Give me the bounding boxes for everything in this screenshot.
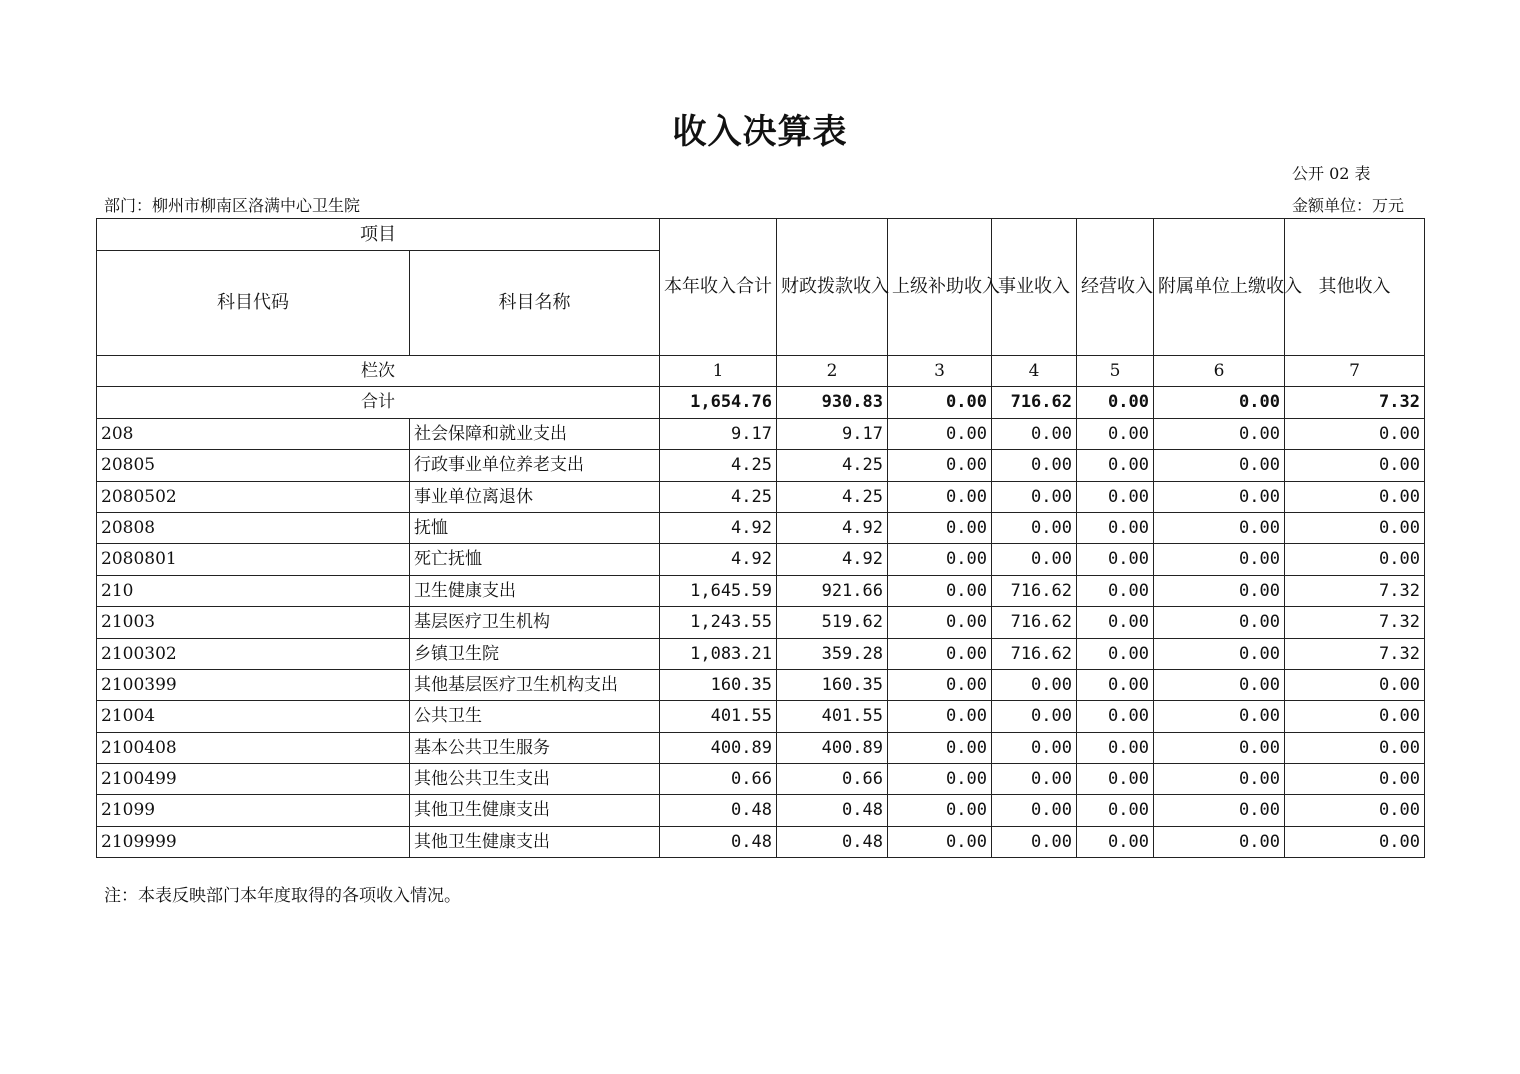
amount-cell: 519.62	[777, 607, 888, 638]
subject-code: 2109999	[97, 826, 410, 857]
amount-cell: 0.00	[1154, 701, 1285, 732]
amount-cell: 9.17	[660, 418, 777, 449]
subject-code: 208	[97, 418, 410, 449]
subject-name: 其他基层医疗卫生机构支出	[410, 669, 660, 700]
amount-cell: 0.00	[1154, 638, 1285, 669]
header-col-5: 经营收入	[1077, 219, 1154, 356]
subject-code: 21003	[97, 607, 410, 638]
amount-cell: 0.00	[1077, 701, 1154, 732]
header-col-6: 附属单位上缴收入	[1154, 219, 1285, 356]
amount-cell: 716.62	[992, 607, 1077, 638]
amount-cell: 0.00	[1077, 732, 1154, 763]
amount-cell: 0.00	[1154, 795, 1285, 826]
amount-cell: 0.00	[992, 669, 1077, 700]
amount-cell: 0.00	[888, 638, 992, 669]
total-value: 1,654.76	[660, 387, 777, 418]
table-row	[97, 669, 1425, 700]
table-row	[97, 638, 1425, 669]
amount-cell: 0.00	[1077, 826, 1154, 857]
amount-cell: 0.00	[1285, 701, 1425, 732]
subject-code: 20805	[97, 450, 410, 481]
amount-cell: 0.00	[1154, 575, 1285, 606]
table-row	[97, 732, 1425, 763]
subject-name: 行政事业单位养老支出	[410, 450, 660, 481]
header-project: 项目	[97, 219, 660, 251]
header-col-3: 上级补助收入	[888, 219, 992, 356]
header-name: 科目名称	[410, 251, 660, 356]
amount-cell: 0.00	[888, 826, 992, 857]
amount-cell: 0.48	[660, 795, 777, 826]
subject-code: 21099	[97, 795, 410, 826]
subject-code: 2100499	[97, 764, 410, 795]
amount-cell: 0.00	[992, 544, 1077, 575]
amount-cell: 0.00	[1077, 607, 1154, 638]
table-row	[97, 575, 1425, 606]
table-row	[97, 418, 1425, 449]
amount-cell: 0.00	[1154, 512, 1285, 543]
page-title: 收入决算表	[672, 112, 848, 152]
amount-cell: 4.25	[777, 481, 888, 512]
table-row	[97, 701, 1425, 732]
amount-cell: 0.00	[1154, 481, 1285, 512]
amount-cell: 0.66	[660, 764, 777, 795]
amount-cell: 0.00	[888, 701, 992, 732]
header-col-7: 其他收入	[1285, 219, 1425, 356]
amount-cell: 0.00	[1077, 795, 1154, 826]
subject-code: 2080801	[97, 544, 410, 575]
subject-name: 基层医疗卫生机构	[410, 607, 660, 638]
amount-cell: 0.00	[1285, 450, 1425, 481]
subject-code: 21004	[97, 701, 410, 732]
subject-code: 20808	[97, 512, 410, 543]
amount-cell: 0.00	[1154, 418, 1285, 449]
amount-cell: 0.00	[1285, 512, 1425, 543]
amount-cell: 0.00	[992, 764, 1077, 795]
table-row	[97, 826, 1425, 857]
amount-cell: 7.32	[1285, 575, 1425, 606]
amount-cell: 0.00	[888, 481, 992, 512]
amount-cell: 921.66	[777, 575, 888, 606]
amount-cell: 0.00	[1285, 418, 1425, 449]
amount-cell: 0.00	[1154, 450, 1285, 481]
subject-name: 事业单位离退休	[410, 481, 660, 512]
table-note: 注：本表反映部门本年度取得的各项收入情况。	[104, 886, 461, 906]
amount-cell: 1,645.59	[660, 575, 777, 606]
total-value: 0.00	[888, 387, 992, 418]
header-code: 科目代码	[97, 251, 410, 356]
department-label: 部门：柳州市柳南区洛满中心卫生院	[104, 196, 361, 215]
income-table	[96, 218, 1425, 858]
amount-cell: 0.00	[992, 512, 1077, 543]
amount-cell: 0.00	[992, 795, 1077, 826]
amount-cell: 160.35	[777, 669, 888, 700]
col-num: 3	[888, 356, 992, 387]
table-row	[97, 481, 1425, 512]
amount-cell: 0.00	[888, 450, 992, 481]
amount-cell: 0.00	[1285, 826, 1425, 857]
amount-cell: 0.00	[992, 418, 1077, 449]
table-row	[97, 795, 1425, 826]
amount-cell: 0.00	[888, 607, 992, 638]
amount-cell: 7.32	[1285, 607, 1425, 638]
amount-cell: 359.28	[777, 638, 888, 669]
amount-cell: 4.92	[660, 512, 777, 543]
lanci-label: 栏次	[97, 356, 660, 387]
amount-cell: 0.00	[888, 669, 992, 700]
amount-cell: 0.00	[1154, 764, 1285, 795]
amount-cell: 4.25	[660, 481, 777, 512]
form-number: 公开 02 表	[1292, 164, 1371, 183]
amount-cell: 4.25	[660, 450, 777, 481]
amount-cell: 0.00	[1285, 795, 1425, 826]
total-row	[97, 387, 1425, 418]
total-value: 716.62	[992, 387, 1077, 418]
amount-cell: 0.00	[1285, 669, 1425, 700]
amount-cell: 0.00	[888, 764, 992, 795]
header-col-1: 本年收入合计	[660, 219, 777, 356]
amount-cell: 0.00	[888, 512, 992, 543]
subject-name: 抚恤	[410, 512, 660, 543]
amount-cell: 0.00	[1154, 826, 1285, 857]
table-row	[97, 544, 1425, 575]
amount-cell: 4.92	[660, 544, 777, 575]
amount-cell: 160.35	[660, 669, 777, 700]
amount-cell: 400.89	[777, 732, 888, 763]
amount-cell: 0.00	[1154, 669, 1285, 700]
amount-cell: 0.48	[777, 826, 888, 857]
amount-cell: 0.00	[1154, 732, 1285, 763]
header-col-4: 事业收入	[992, 219, 1077, 356]
col-num: 4	[992, 356, 1077, 387]
subject-code: 2100302	[97, 638, 410, 669]
total-value: 0.00	[1154, 387, 1285, 418]
table-row	[97, 607, 1425, 638]
total-label: 合计	[97, 387, 660, 418]
subject-name: 死亡抚恤	[410, 544, 660, 575]
amount-cell: 0.00	[1285, 732, 1425, 763]
amount-cell: 4.92	[777, 544, 888, 575]
amount-cell: 0.00	[1077, 544, 1154, 575]
col-num: 2	[777, 356, 888, 387]
amount-cell: 0.00	[888, 732, 992, 763]
amount-cell: 0.00	[1077, 481, 1154, 512]
amount-cell: 0.00	[1077, 638, 1154, 669]
amount-cell: 0.00	[888, 544, 992, 575]
amount-cell: 0.00	[1285, 481, 1425, 512]
amount-cell: 0.00	[992, 732, 1077, 763]
amount-cell: 7.32	[1285, 638, 1425, 669]
table-row	[97, 450, 1425, 481]
subject-name: 公共卫生	[410, 701, 660, 732]
subject-name: 卫生健康支出	[410, 575, 660, 606]
amount-cell: 0.48	[777, 795, 888, 826]
amount-cell: 716.62	[992, 575, 1077, 606]
amount-cell: 0.00	[1285, 544, 1425, 575]
amount-cell: 4.92	[777, 512, 888, 543]
amount-cell: 4.25	[777, 450, 888, 481]
subject-name: 基本公共卫生服务	[410, 732, 660, 763]
subject-name: 乡镇卫生院	[410, 638, 660, 669]
amount-cell: 1,083.21	[660, 638, 777, 669]
amount-cell: 716.62	[992, 638, 1077, 669]
amount-cell: 0.00	[888, 575, 992, 606]
amount-cell: 0.00	[1077, 764, 1154, 795]
header-col-2: 财政拨款收入	[777, 219, 888, 356]
amount-cell: 0.00	[1077, 575, 1154, 606]
amount-cell: 0.00	[1077, 450, 1154, 481]
col-num: 6	[1154, 356, 1285, 387]
amount-cell: 401.55	[777, 701, 888, 732]
table-row	[97, 512, 1425, 543]
amount-cell: 0.00	[1154, 607, 1285, 638]
subject-name: 其他卫生健康支出	[410, 826, 660, 857]
total-value: 0.00	[1077, 387, 1154, 418]
amount-cell: 401.55	[660, 701, 777, 732]
amount-cell: 0.00	[888, 418, 992, 449]
table-row	[97, 764, 1425, 795]
subject-code: 2100408	[97, 732, 410, 763]
amount-cell: 0.48	[660, 826, 777, 857]
amount-cell: 0.00	[1285, 764, 1425, 795]
subject-code: 2100399	[97, 669, 410, 700]
amount-cell: 0.00	[888, 795, 992, 826]
amount-cell: 0.00	[1077, 418, 1154, 449]
amount-unit-label: 金额单位：万元	[1292, 196, 1405, 215]
amount-cell: 0.66	[777, 764, 888, 795]
amount-cell: 0.00	[1077, 669, 1154, 700]
total-value: 930.83	[777, 387, 888, 418]
amount-cell: 0.00	[992, 481, 1077, 512]
col-num: 7	[1285, 356, 1425, 387]
subject-code: 2080502	[97, 481, 410, 512]
total-value: 7.32	[1285, 387, 1425, 418]
subject-name: 社会保障和就业支出	[410, 418, 660, 449]
amount-cell: 0.00	[992, 701, 1077, 732]
amount-cell: 9.17	[777, 418, 888, 449]
amount-cell: 0.00	[992, 450, 1077, 481]
col-num: 1	[660, 356, 777, 387]
amount-cell: 0.00	[992, 826, 1077, 857]
subject-name: 其他卫生健康支出	[410, 795, 660, 826]
amount-cell: 0.00	[1077, 512, 1154, 543]
subject-name: 其他公共卫生支出	[410, 764, 660, 795]
subject-code: 210	[97, 575, 410, 606]
amount-cell: 1,243.55	[660, 607, 777, 638]
amount-cell: 0.00	[1154, 544, 1285, 575]
amount-cell: 400.89	[660, 732, 777, 763]
col-num: 5	[1077, 356, 1154, 387]
